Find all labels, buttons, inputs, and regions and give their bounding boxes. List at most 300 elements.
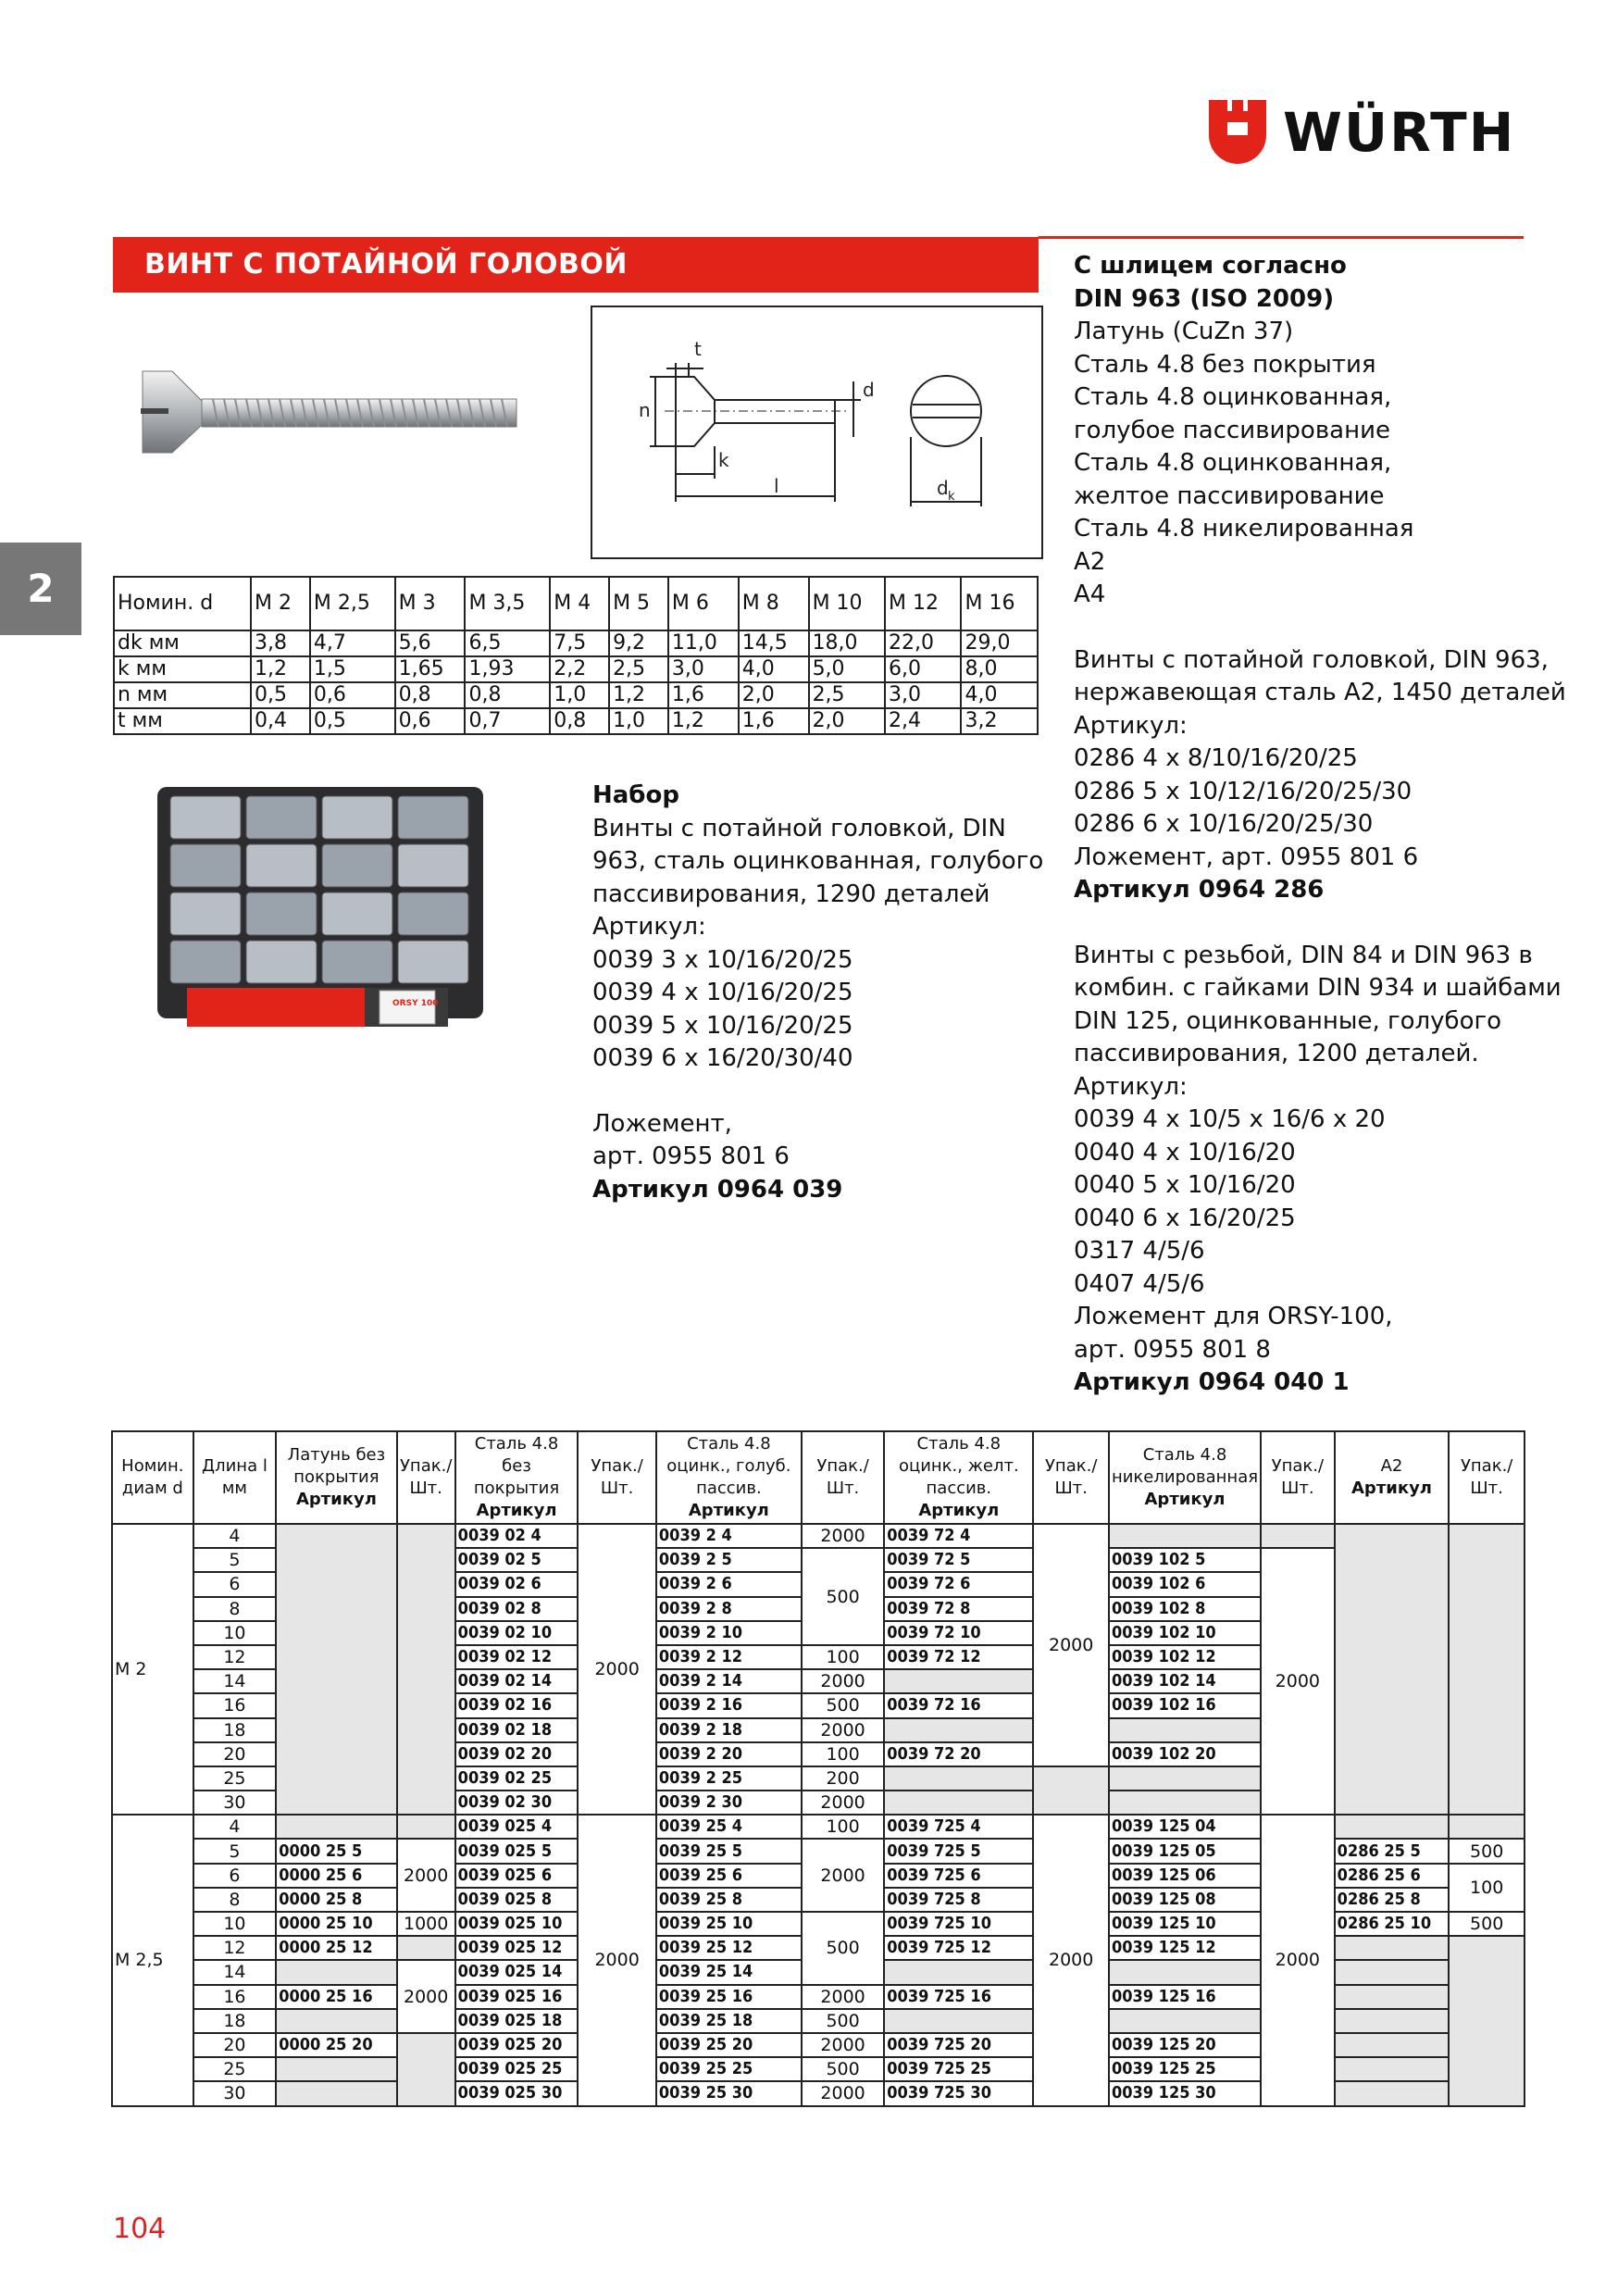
dims-header-cell: M 6 [668, 577, 739, 630]
spacer [592, 1076, 1055, 1108]
dims-cell: 11,0 [668, 630, 739, 656]
dims-cell: 0,6 [310, 682, 395, 708]
blue-pack-cell: 500 [802, 1548, 884, 1645]
blue-article-cell: 0039 2 30 [656, 1791, 802, 1815]
a2-pack-cell: 500 [1449, 1839, 1525, 1863]
blue-article-cell: 0039 25 6 [656, 1864, 802, 1888]
yellow-article-cell: 0039 725 10 [884, 1912, 1033, 1936]
nickel-article-cell: 0039 102 14 [1109, 1669, 1261, 1693]
nickel-article-cell [1109, 2009, 1261, 2033]
dims-header-cell: M 3 [395, 577, 466, 630]
blue-article-cell: 0039 2 20 [656, 1742, 802, 1766]
plain-article-cell: 0039 025 14 [455, 1960, 579, 1984]
blue-article-cell: 0039 25 8 [656, 1888, 802, 1912]
dims-cell: 8,0 [961, 656, 1038, 682]
right-text-line: 0407 4/5/6 [1074, 1269, 1205, 1298]
nickel-article-cell: 0039 125 16 [1109, 1985, 1261, 2009]
plain-pack-cell: 2000 [578, 1815, 656, 2105]
plain-article-cell: 0039 02 10 [455, 1621, 579, 1645]
col-nickel-art: Артикул [1144, 1490, 1226, 1509]
blue-article-cell: 0039 25 14 [656, 1960, 802, 1984]
brand-name: WÜRTH [1283, 101, 1516, 164]
technical-drawing [591, 306, 1043, 559]
length-cell: 5 [193, 1548, 277, 1572]
right-text-line: Ложемент, арт. 0955 801 6 [1074, 842, 1419, 871]
col-nickel-pack: Упак./ Шт. [1261, 1431, 1335, 1524]
dims-cell: 1,93 [465, 656, 550, 682]
length-cell: 4 [193, 1815, 277, 1839]
plain-article-cell: 0039 02 30 [455, 1791, 579, 1815]
dims-cell: 2,0 [809, 708, 885, 734]
col-brass [276, 1431, 397, 1524]
right-text-line: Сталь 4.8 никелированная [1074, 515, 1414, 543]
right-text-line: 0317 4/5/6 [1074, 1237, 1205, 1265]
plain-article-cell: 0039 02 18 [455, 1718, 579, 1742]
set-text-line: 0039 6 x 16/20/30/40 [592, 1044, 853, 1072]
right-text-line: 0039 4 x 10/5 x 16/6 x 20 [1074, 1105, 1386, 1133]
blue-pack-cell: 100 [802, 1815, 884, 1839]
col-plain-pack: Упак./ Шт. [578, 1431, 656, 1524]
yellow-article-cell: 0039 725 12 [884, 1936, 1033, 1960]
right-text-line: нержавеющая сталь A2, 1450 деталей [1074, 679, 1566, 706]
wurth-logo [1209, 100, 1524, 165]
brass-pack-cell: 1000 [397, 1912, 455, 1936]
blue-article-cell: 0039 25 5 [656, 1839, 802, 1863]
drawing-label-d: d [863, 379, 875, 401]
col-blue [656, 1431, 802, 1524]
drawing-label-n: n [639, 399, 651, 421]
right-text-line: 0286 4 x 8/10/16/20/25 [1074, 744, 1358, 772]
a2-pack-cell: 100 [1449, 1864, 1525, 1912]
set-text-line: Артикул: [592, 913, 706, 941]
length-cell: 10 [193, 1621, 277, 1645]
plain-pack-cell: 2000 [578, 1524, 656, 1815]
orsy-label: ORSY 100 [392, 999, 439, 1008]
blue-article-cell: 0039 25 4 [656, 1815, 802, 1839]
length-cell: 4 [193, 1524, 277, 1548]
set-text-line: Винты с потайной головкой, DIN [592, 814, 1006, 842]
nickel-article-cell: 0039 125 04 [1109, 1815, 1261, 1839]
page-number: 104 [113, 2213, 167, 2245]
plain-article-cell: 0039 02 16 [455, 1693, 579, 1717]
nickel-article-cell: 0039 102 20 [1109, 1742, 1261, 1766]
dims-cell: 4,7 [310, 630, 395, 656]
right-text-line: Сталь 4.8 без покрытия [1074, 350, 1376, 379]
right-text-line: DIN 963 (ISO 2009) [1074, 284, 1335, 313]
yellow-article-cell [884, 1960, 1033, 1984]
plain-article-cell: 0039 02 25 [455, 1766, 579, 1791]
assortment-box-photo [150, 780, 497, 1034]
set-text-line: пассивирования, 1290 деталей [592, 880, 990, 908]
a2-article-cell [1335, 1815, 1450, 1839]
plain-article-cell: 0039 02 12 [455, 1645, 579, 1669]
nickel-article-cell: 0039 125 25 [1109, 2057, 1261, 2081]
col-a2-art: Артикул [1351, 1479, 1432, 1498]
dims-cell: 1,6 [739, 708, 809, 734]
blue-article-cell: 0039 25 16 [656, 1985, 802, 2009]
yellow-article-cell: 0039 72 10 [884, 1621, 1033, 1645]
a2-article-cell [1335, 2033, 1450, 2057]
nickel-article-cell: 0039 102 10 [1109, 1621, 1261, 1645]
dims-cell: 1,0 [609, 708, 668, 734]
dims-header-cell: M 10 [809, 577, 885, 630]
plain-article-cell: 0039 02 14 [455, 1669, 579, 1693]
nickel-article-cell: 0039 102 5 [1109, 1548, 1261, 1572]
blue-pack-cell: 200 [802, 1766, 884, 1791]
nickel-article-cell: 0039 125 30 [1109, 2081, 1261, 2105]
dims-cell: 18,0 [809, 630, 885, 656]
col-blue-label: Сталь 4.8 оцинк., голуб. пассив. [666, 1434, 791, 1498]
blue-pack-cell: 500 [802, 2009, 884, 2033]
dims-header-cell: M 5 [609, 577, 668, 630]
dims-header-cell: M 16 [961, 577, 1038, 630]
right-text-line: Сталь 4.8 оцинкованная, [1074, 383, 1392, 411]
a2-article-cell [1335, 1985, 1450, 2009]
dims-header-cell: M 4 [550, 577, 609, 630]
blue-article-cell: 0039 2 5 [656, 1548, 802, 1572]
dims-cell: 3,2 [961, 708, 1038, 734]
dims-header-row [114, 577, 1038, 630]
article-row [112, 1524, 1525, 1548]
right-text-line: Латунь (CuZn 37) [1074, 318, 1294, 345]
set-text-line: 0039 3 x 10/16/20/25 [592, 945, 853, 974]
right-column-text [1074, 250, 1592, 1400]
dims-cell: 7,5 [550, 630, 609, 656]
spacer [1074, 907, 1592, 940]
right-text-line: 0040 4 x 10/16/20 [1074, 1138, 1296, 1167]
yellow-pack-cell [1033, 1766, 1109, 1815]
dims-header-cell: M 2,5 [310, 577, 395, 630]
wurth-logo-mark-icon [1209, 100, 1266, 165]
dims-cell: 1,5 [310, 656, 395, 682]
dims-header-cell: M 3,5 [465, 577, 550, 630]
set-text-line: Набор [592, 781, 679, 809]
dims-header-cell: M 2 [251, 577, 310, 630]
a2-article-cell [1335, 1960, 1450, 1984]
blue-article-cell: 0039 2 4 [656, 1524, 802, 1548]
dims-cell: dk мм [114, 630, 251, 656]
col-blue-art: Артикул [688, 1501, 769, 1520]
dims-cell: 2,5 [609, 656, 668, 682]
drawing-label-dk-sub: k [948, 490, 955, 504]
brass-article-cell: 0000 25 6 [276, 1864, 397, 1888]
dims-cell: n мм [114, 682, 251, 708]
brass-article-cell: 0000 25 5 [276, 1839, 397, 1863]
dims-cell: 1,2 [251, 656, 310, 682]
length-cell: 30 [193, 1791, 277, 1815]
blue-article-cell: 0039 2 12 [656, 1645, 802, 1669]
col-yellow-art: Артикул [918, 1501, 1000, 1520]
set-text-line: Артикул 0964 039 [592, 1175, 843, 1204]
nickel-article-cell: 0039 125 06 [1109, 1864, 1261, 1888]
right-text-line: Артикул 0964 040 1 [1074, 1368, 1350, 1396]
a2-article-cell [1335, 1936, 1450, 1960]
right-text-line: Винты с потайной головкой, DIN 963, [1074, 645, 1549, 674]
plain-article-cell: 0039 025 18 [455, 2009, 579, 2033]
length-cell: 16 [193, 1693, 277, 1717]
nickel-article-cell: 0039 102 12 [1109, 1645, 1261, 1669]
blue-pack-cell: 500 [802, 1912, 884, 1985]
brass-article-cell: 0000 25 8 [276, 1888, 397, 1912]
blue-article-cell: 0039 25 12 [656, 1936, 802, 1960]
right-text-line: комбин. с гайками DIN 934 и шайбами [1074, 974, 1562, 1002]
dims-cell: 1,2 [609, 682, 668, 708]
brass-pack-cell [397, 2033, 455, 2106]
nominal-diameter-cell: M 2 [112, 1524, 193, 1815]
brass-pack-cell [397, 1815, 455, 1839]
yellow-article-cell: 0039 725 5 [884, 1839, 1033, 1863]
dims-cell: 1,0 [550, 682, 609, 708]
nickel-article-cell: 0039 102 8 [1109, 1597, 1261, 1621]
plain-article-cell: 0039 025 16 [455, 1985, 579, 2009]
a2-article-cell [1335, 2081, 1450, 2105]
dims-cell: 0,5 [251, 682, 310, 708]
dims-cell: t мм [114, 708, 251, 734]
blue-pack-cell: 2000 [802, 1839, 884, 1912]
length-cell: 25 [193, 2057, 277, 2081]
yellow-article-cell: 0039 725 4 [884, 1815, 1033, 1839]
a2-pack-cell: 500 [1449, 1912, 1525, 1936]
dims-cell: 5,0 [809, 656, 885, 682]
drawing-label-l: l [774, 475, 779, 497]
a2-article-cell: 0286 25 10 [1335, 1912, 1450, 1936]
length-cell: 6 [193, 1864, 277, 1888]
blue-pack-cell: 2000 [802, 2081, 884, 2105]
yellow-article-cell: 0039 72 8 [884, 1597, 1033, 1621]
yellow-article-cell [884, 1718, 1033, 1742]
blue-article-cell: 0039 25 30 [656, 2081, 802, 2105]
blue-article-cell: 0039 2 25 [656, 1766, 802, 1791]
blue-article-cell: 0039 2 16 [656, 1693, 802, 1717]
blue-pack-cell: 100 [802, 1645, 884, 1669]
drawing-label-dk: d [937, 477, 949, 499]
nickel-article-cell [1109, 1791, 1261, 1815]
plain-article-cell: 0039 025 30 [455, 2081, 579, 2105]
right-text-line: С шлицем согласно [1074, 252, 1347, 280]
yellow-article-cell: 0039 725 16 [884, 1985, 1033, 2009]
set-text-line: 0039 4 x 10/16/20/25 [592, 979, 853, 1006]
brass-article-cell [276, 1815, 397, 1839]
length-cell: 18 [193, 1718, 277, 1742]
dims-cell: 4,0 [739, 656, 809, 682]
length-cell: 18 [193, 2009, 277, 2033]
plain-article-cell: 0039 02 20 [455, 1742, 579, 1766]
dims-cell: 3,0 [668, 656, 739, 682]
right-text-line: A4 [1074, 580, 1106, 608]
dims-header-cell: Номин. d [114, 577, 251, 630]
dims-cell: 5,6 [395, 630, 466, 656]
right-text-line: 0040 5 x 10/16/20 [1074, 1171, 1296, 1199]
page-title: ВИНТ С ПОТАЙНОЙ ГОЛОВОЙ [144, 248, 629, 281]
col-nom: Номин. диам d [112, 1431, 193, 1524]
article-row [112, 1815, 1525, 1839]
right-text-line: Ложемент для ORSY-100, [1074, 1303, 1393, 1330]
dims-header-cell: M 8 [739, 577, 809, 630]
dims-cell: 2,4 [885, 708, 961, 734]
yellow-article-cell: 0039 725 25 [884, 2057, 1033, 2081]
col-yellow-pack: Упак./ Шт. [1033, 1431, 1109, 1524]
set-text-line: арт. 0955 801 6 [592, 1142, 790, 1170]
dims-cell: 2,0 [739, 682, 809, 708]
spacer [1074, 612, 1592, 644]
yellow-article-cell: 0039 72 12 [884, 1645, 1033, 1669]
length-cell: 6 [193, 1572, 277, 1596]
plain-article-cell: 0039 025 20 [455, 2033, 579, 2057]
right-text-line: желтое пассивирование [1074, 481, 1385, 510]
right-text-line: Артикул 0964 286 [1074, 876, 1325, 904]
blue-article-cell: 0039 25 10 [656, 1912, 802, 1936]
blue-pack-cell: 2000 [802, 1669, 884, 1693]
nickel-article-cell: 0039 125 05 [1109, 1839, 1261, 1863]
col-a2 [1335, 1431, 1450, 1524]
brass-article-cell: 0000 25 16 [276, 1985, 397, 2009]
title-bar [113, 237, 1039, 293]
length-cell: 5 [193, 1839, 277, 1863]
a2-pack-cell [1449, 1936, 1525, 2105]
set-description [592, 780, 1055, 1206]
section-tab: 2 [0, 543, 81, 635]
right-text-line: Артикул: [1074, 711, 1188, 740]
yellow-pack-cell: 2000 [1033, 1815, 1109, 2105]
right-text-line: A2 [1074, 547, 1106, 576]
plain-article-cell: 0039 02 5 [455, 1548, 579, 1572]
set-text-line: Ложемент, [592, 1109, 732, 1138]
col-plain-label: Сталь 4.8 без покрытия [473, 1434, 560, 1498]
length-cell: 12 [193, 1645, 277, 1669]
dims-cell: 0,6 [395, 708, 466, 734]
yellow-article-cell: 0039 72 20 [884, 1742, 1033, 1766]
blue-article-cell: 0039 2 10 [656, 1621, 802, 1645]
nickel-pack-cell: 2000 [1261, 1815, 1335, 2105]
yellow-article-cell: 0039 72 6 [884, 1572, 1033, 1596]
blue-pack-cell: 100 [802, 1742, 884, 1766]
blue-pack-cell: 2000 [802, 1791, 884, 1815]
brass-article-cell [276, 2057, 397, 2081]
length-cell: 8 [193, 1888, 277, 1912]
brass-cell [276, 1524, 397, 1815]
col-a2-label: A2 [1380, 1456, 1403, 1476]
yellow-article-cell [884, 1791, 1033, 1815]
yellow-article-cell: 0039 725 20 [884, 2033, 1033, 2057]
brass-article-cell [276, 1960, 397, 1984]
yellow-article-cell: 0039 725 6 [884, 1864, 1033, 1888]
a2-cell [1335, 1524, 1450, 1815]
dims-cell: 3,0 [885, 682, 961, 708]
dims-cell: 2,5 [809, 682, 885, 708]
nickel-article-cell [1109, 1524, 1261, 1548]
nickel-article-cell: 0039 125 08 [1109, 1888, 1261, 1912]
plain-article-cell: 0039 02 4 [455, 1524, 579, 1548]
col-brass-label: Латунь без покрытия [287, 1445, 386, 1487]
col-yellow [884, 1431, 1033, 1524]
dims-cell: 1,2 [668, 708, 739, 734]
right-text-line: 0286 5 x 10/12/16/20/25/30 [1074, 777, 1413, 805]
blue-article-cell: 0039 2 18 [656, 1718, 802, 1742]
brass-article-cell [276, 2009, 397, 2033]
yellow-pack-cell: 2000 [1033, 1524, 1109, 1766]
blue-pack-cell: 500 [802, 1693, 884, 1717]
dims-cell: 0,4 [251, 708, 310, 734]
dimensions-table [113, 576, 1039, 735]
plain-article-cell: 0039 025 5 [455, 1839, 579, 1863]
yellow-article-cell [884, 1669, 1033, 1693]
a2-article-cell [1335, 2057, 1450, 2081]
dims-cell: 29,0 [961, 630, 1038, 656]
nickel-article-cell [1109, 1718, 1261, 1742]
nickel-pack-cell [1261, 1524, 1335, 1548]
right-text-line: 0040 6 x 16/20/25 [1074, 1204, 1296, 1232]
dims-row [114, 682, 1038, 708]
title-rule [1039, 236, 1524, 239]
right-text-line: пассивирования, 1200 деталей. [1074, 1040, 1479, 1067]
col-brass-art: Артикул [295, 1490, 377, 1509]
length-cell: 25 [193, 1766, 277, 1791]
a2-article-cell: 0286 25 6 [1335, 1864, 1450, 1888]
dims-cell: 9,2 [609, 630, 668, 656]
brass-article-cell [276, 2081, 397, 2105]
plain-article-cell: 0039 025 12 [455, 1936, 579, 1960]
dims-cell: 22,0 [885, 630, 961, 656]
dims-cell: 1,6 [668, 682, 739, 708]
blue-article-cell: 0039 25 18 [656, 2009, 802, 2033]
length-cell: 30 [193, 2081, 277, 2105]
length-cell: 14 [193, 1669, 277, 1693]
blue-pack-cell: 2000 [802, 1985, 884, 2009]
length-cell: 20 [193, 1742, 277, 1766]
length-cell: 12 [193, 1936, 277, 1960]
dims-cell: 6,0 [885, 656, 961, 682]
right-text-line: Винты с резьбой, DIN 84 и DIN 963 в [1074, 941, 1533, 969]
blue-pack-cell: 2000 [802, 1718, 884, 1742]
dims-cell: k мм [114, 656, 251, 682]
blue-article-cell: 0039 25 25 [656, 2057, 802, 2081]
plain-article-cell: 0039 025 10 [455, 1912, 579, 1936]
set-text-line: 963, сталь оцинкованная, голубого [592, 847, 1044, 875]
yellow-article-cell [884, 1766, 1033, 1791]
nickel-article-cell [1109, 1960, 1261, 1984]
right-text-line: арт. 0955 801 8 [1074, 1335, 1271, 1364]
a2-article-cell [1335, 2009, 1450, 2033]
a2-article-cell: 0286 25 5 [1335, 1839, 1450, 1863]
dims-cell: 14,5 [739, 630, 809, 656]
length-cell: 16 [193, 1985, 277, 2009]
drawing-label-k: k [718, 449, 729, 471]
yellow-article-cell: 0039 725 8 [884, 1888, 1033, 1912]
blue-article-cell: 0039 2 6 [656, 1572, 802, 1596]
blue-article-cell: 0039 25 20 [656, 2033, 802, 2057]
nickel-article-cell: 0039 125 10 [1109, 1912, 1261, 1936]
brass-article-cell: 0000 25 20 [276, 2033, 397, 2057]
dims-row [114, 656, 1038, 682]
col-blue-pack: Упак./ Шт. [802, 1431, 884, 1524]
article-table-header [112, 1431, 1525, 1524]
article-table [111, 1430, 1525, 2107]
plain-article-cell: 0039 02 8 [455, 1597, 579, 1621]
plain-article-cell: 0039 02 6 [455, 1572, 579, 1596]
col-plain-art: Артикул [476, 1501, 557, 1520]
col-length: Длина l мм [193, 1431, 277, 1524]
nickel-article-cell: 0039 102 16 [1109, 1693, 1261, 1717]
col-a2-pack: Упак./ Шт. [1449, 1431, 1525, 1524]
right-text-line: голубое пассивирование [1074, 416, 1390, 444]
length-cell: 8 [193, 1597, 277, 1621]
dims-cell: 0,8 [395, 682, 466, 708]
col-nickel [1109, 1431, 1261, 1524]
blue-article-cell: 0039 2 8 [656, 1597, 802, 1621]
dims-header-cell: M 12 [885, 577, 961, 630]
dims-cell: 0,7 [465, 708, 550, 734]
plain-article-cell: 0039 025 8 [455, 1888, 579, 1912]
